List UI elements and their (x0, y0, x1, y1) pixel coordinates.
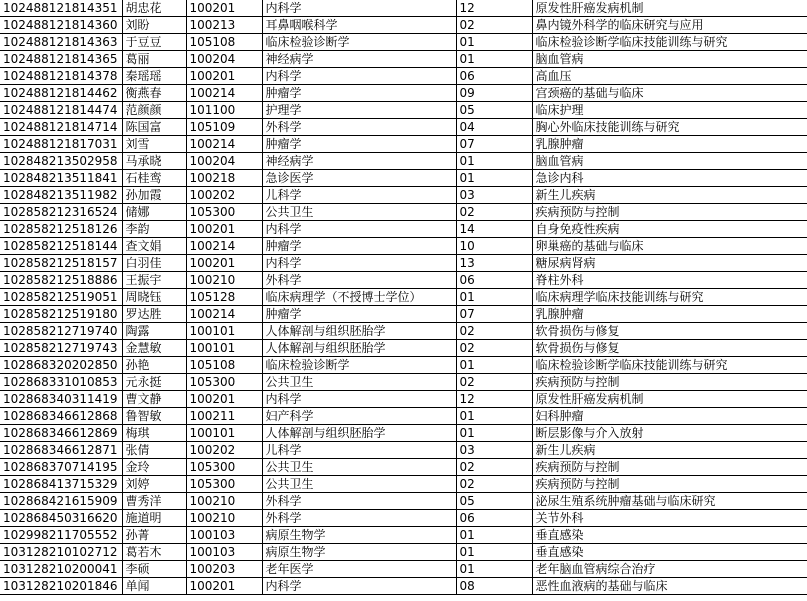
direction-code-cell[interactable]: 09 (456, 85, 532, 102)
name-cell[interactable]: 李硕 (122, 561, 186, 578)
direction-code-cell[interactable]: 02 (456, 476, 532, 493)
direction-code-cell[interactable]: 01 (456, 527, 532, 544)
major-name-cell[interactable]: 临床病理学（不授博士学位） (262, 289, 456, 306)
exam-id-cell[interactable]: 102868370714195 (0, 459, 122, 476)
name-cell[interactable]: 秦瑶瑶 (122, 68, 186, 85)
major-name-cell[interactable]: 耳鼻咽喉科学 (262, 17, 456, 34)
exam-id-cell[interactable]: 102868413715329 (0, 476, 122, 493)
major-name-cell[interactable]: 肿瘤学 (262, 85, 456, 102)
direction-name-cell[interactable]: 乳腺肿瘤 (532, 306, 807, 323)
major-name-cell[interactable]: 公共卫生 (262, 459, 456, 476)
name-cell[interactable]: 刘盼 (122, 17, 186, 34)
major-name-cell[interactable]: 病原生物学 (262, 544, 456, 561)
direction-code-cell[interactable]: 01 (456, 408, 532, 425)
exam-id-cell[interactable]: 102488121814360 (0, 17, 122, 34)
name-cell[interactable]: 刘雪 (122, 136, 186, 153)
major-name-cell[interactable]: 神经病学 (262, 153, 456, 170)
table-row (0, 51, 807, 68)
major-code-cell[interactable]: 100210 (186, 272, 262, 289)
table-row (0, 34, 807, 51)
major-name-cell[interactable]: 公共卫生 (262, 204, 456, 221)
major-name-cell[interactable]: 急诊医学 (262, 170, 456, 187)
exam-id-cell[interactable]: 103128210102712 (0, 544, 122, 561)
direction-code-cell[interactable]: 05 (456, 493, 532, 510)
exam-id-cell[interactable]: 102868320202850 (0, 357, 122, 374)
name-cell[interactable]: 单闻 (122, 578, 186, 595)
major-name-cell[interactable]: 人体解剖与组织胚胎学 (262, 425, 456, 442)
direction-code-cell[interactable]: 02 (456, 340, 532, 357)
name-cell[interactable]: 金玲 (122, 459, 186, 476)
exam-id-cell[interactable]: 102858212518144 (0, 238, 122, 255)
direction-name-cell[interactable]: 恶性血液病的基础与临床 (532, 578, 807, 595)
direction-code-cell[interactable]: 10 (456, 238, 532, 255)
table-row (0, 153, 807, 170)
direction-name-cell[interactable]: 疾病预防与控制 (532, 476, 807, 493)
direction-code-cell[interactable]: 13 (456, 255, 532, 272)
major-code-cell[interactable]: 100201 (186, 68, 262, 85)
table-row (0, 272, 807, 289)
direction-name-cell[interactable]: 宫颈癌的基础与临床 (532, 85, 807, 102)
direction-name-cell[interactable]: 疾病预防与控制 (532, 374, 807, 391)
exam-id-cell[interactable]: 103128210200041 (0, 561, 122, 578)
major-name-cell[interactable]: 老年医学 (262, 561, 456, 578)
direction-name-cell[interactable]: 原发性肝癌发病机制 (532, 391, 807, 408)
major-name-cell[interactable]: 外科学 (262, 510, 456, 527)
table-row (0, 221, 807, 238)
direction-code-cell[interactable]: 01 (456, 289, 532, 306)
direction-code-cell[interactable]: 01 (456, 561, 532, 578)
direction-name-cell[interactable]: 临床检验诊断学临床技能训练与研究 (532, 357, 807, 374)
table-row (0, 136, 807, 153)
direction-name-cell[interactable]: 新生儿疾病 (532, 187, 807, 204)
direction-code-cell[interactable]: 07 (456, 306, 532, 323)
table-row (0, 340, 807, 357)
exam-id-cell[interactable]: 102848213511841 (0, 170, 122, 187)
exam-id-cell[interactable]: 102868421615909 (0, 493, 122, 510)
major-code-cell[interactable]: 100101 (186, 425, 262, 442)
major-name-cell[interactable]: 外科学 (262, 493, 456, 510)
name-cell[interactable]: 储娜 (122, 204, 186, 221)
exam-id-cell[interactable]: 102488121814351 (0, 0, 122, 17)
direction-code-cell[interactable]: 02 (456, 17, 532, 34)
name-cell[interactable]: 孙加霞 (122, 187, 186, 204)
direction-name-cell[interactable]: 软骨损伤与修复 (532, 340, 807, 357)
direction-code-cell[interactable]: 08 (456, 578, 532, 595)
direction-name-cell[interactable]: 脑血管病 (532, 153, 807, 170)
exam-id-cell[interactable]: 102858212519180 (0, 306, 122, 323)
exam-id-cell[interactable]: 102858212719740 (0, 323, 122, 340)
name-cell[interactable]: 白羽佳 (122, 255, 186, 272)
exam-id-cell[interactable]: 102998211705552 (0, 527, 122, 544)
table-row (0, 561, 807, 578)
major-code-cell[interactable]: 100204 (186, 153, 262, 170)
major-code-cell[interactable]: 105300 (186, 476, 262, 493)
exam-id-cell[interactable]: 102868346612868 (0, 408, 122, 425)
direction-name-cell[interactable]: 临床检验诊断学临床技能训练与研究 (532, 34, 807, 51)
major-code-cell[interactable]: 100211 (186, 408, 262, 425)
name-cell[interactable]: 刘婷 (122, 476, 186, 493)
major-code-cell[interactable]: 100101 (186, 340, 262, 357)
exam-id-cell[interactable]: 102858212316524 (0, 204, 122, 221)
direction-code-cell[interactable]: 01 (456, 425, 532, 442)
major-name-cell[interactable]: 公共卫生 (262, 374, 456, 391)
table-row (0, 442, 807, 459)
exam-id-cell[interactable]: 102858212519051 (0, 289, 122, 306)
major-name-cell[interactable]: 肿瘤学 (262, 306, 456, 323)
major-name-cell[interactable]: 内科学 (262, 0, 456, 17)
table-row (0, 459, 807, 476)
table-row (0, 170, 807, 187)
direction-code-cell[interactable]: 03 (456, 442, 532, 459)
major-name-cell[interactable]: 人体解剖与组织胚胎学 (262, 340, 456, 357)
table-row (0, 374, 807, 391)
major-name-cell[interactable]: 内科学 (262, 578, 456, 595)
name-cell[interactable]: 王振宇 (122, 272, 186, 289)
direction-code-cell[interactable]: 01 (456, 544, 532, 561)
direction-name-cell[interactable]: 临床护理 (532, 102, 807, 119)
name-cell[interactable]: 施道明 (122, 510, 186, 527)
major-name-cell[interactable]: 公共卫生 (262, 476, 456, 493)
direction-code-cell[interactable]: 12 (456, 391, 532, 408)
major-code-cell[interactable]: 105300 (186, 374, 262, 391)
exam-id-cell[interactable]: 103128210201846 (0, 578, 122, 595)
direction-name-cell[interactable]: 疾病预防与控制 (532, 204, 807, 221)
name-cell[interactable]: 张倩 (122, 442, 186, 459)
direction-code-cell[interactable]: 12 (456, 0, 532, 17)
major-name-cell[interactable]: 病原生物学 (262, 527, 456, 544)
direction-code-cell[interactable]: 02 (456, 374, 532, 391)
major-code-cell[interactable]: 105108 (186, 34, 262, 51)
major-name-cell[interactable]: 内科学 (262, 255, 456, 272)
direction-code-cell[interactable]: 06 (456, 272, 532, 289)
direction-code-cell[interactable]: 02 (456, 204, 532, 221)
table-row (0, 323, 807, 340)
name-cell[interactable]: 鲁智敏 (122, 408, 186, 425)
major-name-cell[interactable]: 内科学 (262, 68, 456, 85)
exam-id-cell[interactable]: 102488121814714 (0, 119, 122, 136)
direction-name-cell[interactable]: 泌尿生殖系统肿瘤基础与临床研究 (532, 493, 807, 510)
exam-id-cell[interactable]: 102858212518157 (0, 255, 122, 272)
table-row (0, 408, 807, 425)
direction-name-cell[interactable]: 断层影像与介入放射 (532, 425, 807, 442)
table-row (0, 476, 807, 493)
major-code-cell[interactable]: 100201 (186, 578, 262, 595)
major-code-cell[interactable]: 105108 (186, 357, 262, 374)
direction-name-cell[interactable]: 乳腺肿瘤 (532, 136, 807, 153)
direction-name-cell[interactable]: 高血压 (532, 68, 807, 85)
table-row (0, 119, 807, 136)
direction-code-cell[interactable]: 04 (456, 119, 532, 136)
name-cell[interactable]: 李韵 (122, 221, 186, 238)
direction-code-cell[interactable]: 01 (456, 51, 532, 68)
exam-id-cell[interactable]: 102868346612869 (0, 425, 122, 442)
major-code-cell[interactable]: 100218 (186, 170, 262, 187)
name-cell[interactable]: 曹文静 (122, 391, 186, 408)
table-row (0, 204, 807, 221)
table-row (0, 493, 807, 510)
direction-name-cell[interactable]: 急诊内科 (532, 170, 807, 187)
major-code-cell[interactable]: 101100 (186, 102, 262, 119)
name-cell[interactable]: 孙艳 (122, 357, 186, 374)
direction-name-cell[interactable]: 胸心外临床技能训练与研究 (532, 119, 807, 136)
direction-name-cell[interactable]: 关节外科 (532, 510, 807, 527)
direction-name-cell[interactable]: 原发性肝癌发病机制 (532, 0, 807, 17)
name-cell[interactable]: 孙菁 (122, 527, 186, 544)
major-code-cell[interactable]: 105300 (186, 204, 262, 221)
major-code-cell[interactable]: 100214 (186, 136, 262, 153)
direction-name-cell[interactable]: 卵巢癌的基础与临床 (532, 238, 807, 255)
table-row (0, 289, 807, 306)
table-row (0, 527, 807, 544)
table-row (0, 255, 807, 272)
major-code-cell[interactable]: 100203 (186, 561, 262, 578)
major-code-cell[interactable]: 100103 (186, 527, 262, 544)
exam-id-cell[interactable]: 102858212719743 (0, 340, 122, 357)
table-row (0, 85, 807, 102)
table-row (0, 391, 807, 408)
major-code-cell[interactable]: 100210 (186, 493, 262, 510)
exam-id-cell[interactable]: 102488121814474 (0, 102, 122, 119)
table-row (0, 17, 807, 34)
direction-name-cell[interactable]: 垂直感染 (532, 544, 807, 561)
major-name-cell[interactable]: 护理学 (262, 102, 456, 119)
direction-name-cell[interactable]: 鼻内镜外科学的临床研究与应用 (532, 17, 807, 34)
table-row (0, 544, 807, 561)
exam-id-cell[interactable]: 102868450316620 (0, 510, 122, 527)
table-row (0, 187, 807, 204)
direction-code-cell[interactable]: 01 (456, 153, 532, 170)
name-cell[interactable]: 元永挺 (122, 374, 186, 391)
exam-id-cell[interactable]: 102488121817031 (0, 136, 122, 153)
major-code-cell[interactable]: 100201 (186, 391, 262, 408)
major-code-cell[interactable]: 105109 (186, 119, 262, 136)
major-code-cell[interactable]: 100214 (186, 238, 262, 255)
major-name-cell[interactable]: 妇产科学 (262, 408, 456, 425)
major-code-cell[interactable]: 100201 (186, 221, 262, 238)
direction-name-cell[interactable]: 糖尿病肾病 (532, 255, 807, 272)
name-cell[interactable]: 金慧敏 (122, 340, 186, 357)
direction-code-cell[interactable]: 02 (456, 459, 532, 476)
table-row (0, 238, 807, 255)
major-name-cell[interactable]: 肿瘤学 (262, 238, 456, 255)
major-code-cell[interactable]: 100201 (186, 255, 262, 272)
exam-id-cell[interactable]: 102848213502958 (0, 153, 122, 170)
direction-name-cell[interactable]: 垂直感染 (532, 527, 807, 544)
major-code-cell[interactable]: 100214 (186, 85, 262, 102)
direction-name-cell[interactable]: 脑血管病 (532, 51, 807, 68)
name-cell[interactable]: 周晓钰 (122, 289, 186, 306)
major-code-cell[interactable]: 100201 (186, 0, 262, 17)
exam-id-cell[interactable]: 102858212518126 (0, 221, 122, 238)
major-code-cell[interactable]: 105300 (186, 459, 262, 476)
exam-id-cell[interactable]: 102848213511982 (0, 187, 122, 204)
direction-name-cell[interactable]: 疾病预防与控制 (532, 459, 807, 476)
direction-code-cell[interactable]: 05 (456, 102, 532, 119)
table-row (0, 68, 807, 85)
direction-code-cell[interactable]: 01 (456, 170, 532, 187)
major-code-cell[interactable]: 100213 (186, 17, 262, 34)
name-cell[interactable]: 陶露 (122, 323, 186, 340)
direction-code-cell[interactable]: 01 (456, 34, 532, 51)
name-cell[interactable]: 葛若木 (122, 544, 186, 561)
name-cell[interactable]: 胡忠花 (122, 0, 186, 17)
major-code-cell[interactable]: 100103 (186, 544, 262, 561)
direction-name-cell[interactable]: 妇科肿瘤 (532, 408, 807, 425)
name-cell[interactable]: 罗达胜 (122, 306, 186, 323)
name-cell[interactable]: 马承晓 (122, 153, 186, 170)
direction-name-cell[interactable]: 软骨损伤与修复 (532, 323, 807, 340)
table-row (0, 0, 807, 17)
direction-name-cell[interactable]: 新生儿疾病 (532, 442, 807, 459)
table-row (0, 578, 807, 595)
exam-id-cell[interactable]: 102858212518886 (0, 272, 122, 289)
direction-code-cell[interactable]: 07 (456, 136, 532, 153)
direction-code-cell[interactable]: 01 (456, 357, 532, 374)
exam-id-cell[interactable]: 102868346612871 (0, 442, 122, 459)
major-name-cell[interactable]: 外科学 (262, 272, 456, 289)
major-name-cell[interactable]: 临床检验诊断学 (262, 34, 456, 51)
name-cell[interactable]: 梅琪 (122, 425, 186, 442)
table-row (0, 357, 807, 374)
exam-id-cell[interactable]: 102488121814365 (0, 51, 122, 68)
name-cell[interactable]: 范颜颜 (122, 102, 186, 119)
direction-name-cell[interactable]: 老年脑血管病综合治疗 (532, 561, 807, 578)
major-name-cell[interactable]: 肿瘤学 (262, 136, 456, 153)
table-row (0, 102, 807, 119)
major-code-cell[interactable]: 100202 (186, 187, 262, 204)
direction-code-cell[interactable]: 06 (456, 510, 532, 527)
direction-name-cell[interactable]: 脊柱外科 (532, 272, 807, 289)
exam-id-cell[interactable]: 102868331010853 (0, 374, 122, 391)
major-name-cell[interactable]: 外科学 (262, 119, 456, 136)
major-name-cell[interactable]: 临床检验诊断学 (262, 357, 456, 374)
exam-id-cell[interactable]: 102488121814462 (0, 85, 122, 102)
direction-code-cell[interactable]: 03 (456, 187, 532, 204)
direction-name-cell[interactable]: 自身免疫性疾病 (532, 221, 807, 238)
major-name-cell[interactable]: 内科学 (262, 221, 456, 238)
name-cell[interactable]: 查文娟 (122, 238, 186, 255)
name-cell[interactable]: 曹秀洋 (122, 493, 186, 510)
major-code-cell[interactable]: 100210 (186, 510, 262, 527)
direction-code-cell[interactable]: 02 (456, 323, 532, 340)
major-name-cell[interactable]: 儿科学 (262, 187, 456, 204)
major-name-cell[interactable]: 人体解剖与组织胚胎学 (262, 323, 456, 340)
major-code-cell[interactable]: 100202 (186, 442, 262, 459)
exam-id-cell[interactable]: 102868340311419 (0, 391, 122, 408)
major-code-cell[interactable]: 100101 (186, 323, 262, 340)
direction-code-cell[interactable]: 14 (456, 221, 532, 238)
table-row (0, 425, 807, 442)
major-name-cell[interactable]: 神经病学 (262, 51, 456, 68)
name-cell[interactable]: 于豆豆 (122, 34, 186, 51)
major-code-cell[interactable]: 100204 (186, 51, 262, 68)
name-cell[interactable]: 衡燕春 (122, 85, 186, 102)
name-cell[interactable]: 葛丽 (122, 51, 186, 68)
name-cell[interactable]: 陈国富 (122, 119, 186, 136)
direction-code-cell[interactable]: 06 (456, 68, 532, 85)
direction-name-cell[interactable]: 临床病理学临床技能训练与研究 (532, 289, 807, 306)
exam-id-cell[interactable]: 102488121814378 (0, 68, 122, 85)
major-code-cell[interactable]: 105128 (186, 289, 262, 306)
table-row (0, 306, 807, 323)
table-row (0, 510, 807, 527)
name-cell[interactable]: 石桂鸾 (122, 170, 186, 187)
major-name-cell[interactable]: 儿科学 (262, 442, 456, 459)
major-name-cell[interactable]: 内科学 (262, 391, 456, 408)
exam-id-cell[interactable]: 102488121814363 (0, 34, 122, 51)
major-code-cell[interactable]: 100214 (186, 306, 262, 323)
